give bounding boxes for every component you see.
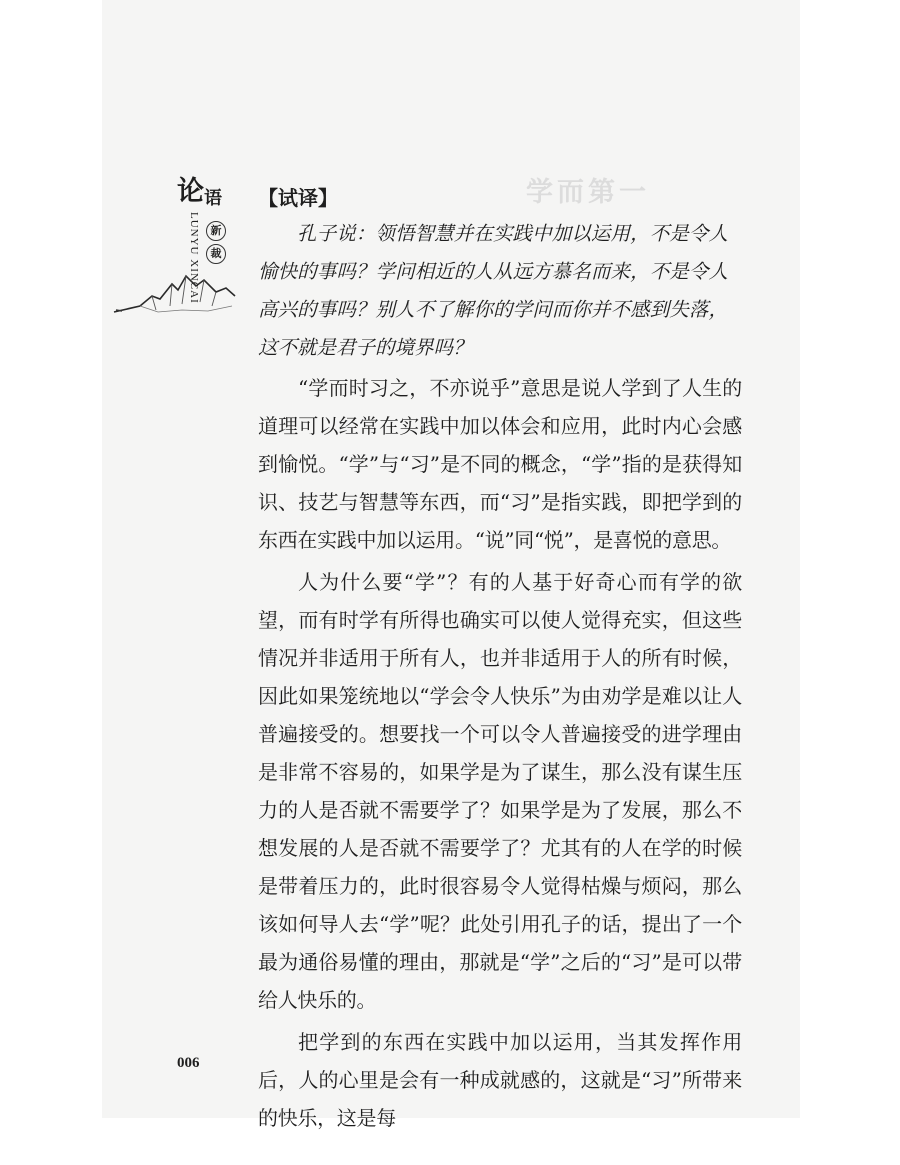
commentary-paragraph: 人为什么要“学”？有的人基于好奇心而有学的欲望，而有时学有所得也确实可以使人觉得充实，但这些情况并非适用于所有人，也并非适用于人的所有时候，因此如果笼统地以“学会令人快乐”为由劝学是难以让人普遍接受的。想要找一个可以令人普遍接受的进学理由是非常不容易的，如果学是为了谋生，那么没有谋生压力的人是否就不需要学了？如果学是为了发展，那么不想发展的人是否就不需要学了？尤其有的人在学的时候是带着压力的，此时很容易令人觉得枯燥与烦闷，那么该如何导人去“学”呢？此处引用孔子的话，提出了一个最为通俗易懂的理由，那就是“学”之后的“习”是可以带给人快乐的。	[258, 570, 742, 1012]
translation-paragraph: 孔子说：领悟智慧并在实践中加以运用，不是令人愉快的事吗？学问相近的人从远方慕名而来，不是令人高兴的事吗？别人不了解你的学问而你并不感到失落，这不就是君子的境界吗？	[258, 222, 728, 359]
mountain-illustration	[112, 266, 237, 316]
section-heading: 【试译】	[258, 186, 338, 210]
logo-seal-cai: 裁	[206, 244, 226, 264]
logo-title-yu: 语	[204, 188, 222, 209]
logo-title-lun: 论	[177, 176, 204, 207]
commentary-paragraph: “学而时习之，不亦说乎”意思是说人学到了人生的道理可以经常在实践中加以体会和应用，此时内心会感到愉悦。“学”与“习”是不同的概念，“学”指的是获得知识、技艺与智慧等东西，而“习”是指实践，即把学到的东西在实践中加以运用。“说”同“悦”，是喜悦的意思。	[258, 376, 742, 552]
page-number: 006	[177, 1055, 200, 1071]
logo-pinyin: LUNYU XINCAI	[188, 212, 200, 304]
commentary-body	[258, 369, 742, 1141]
commentary-paragraph: 把学到的东西在实践中加以运用，当其发挥作用后，人的心里是会有一种成就感的，这就是“习”所带来的快乐，这是每	[258, 1030, 742, 1130]
bleed-through-text: 学而第一	[526, 177, 650, 208]
book-logo	[112, 178, 237, 328]
logo-seal-xin: 新	[206, 221, 226, 241]
